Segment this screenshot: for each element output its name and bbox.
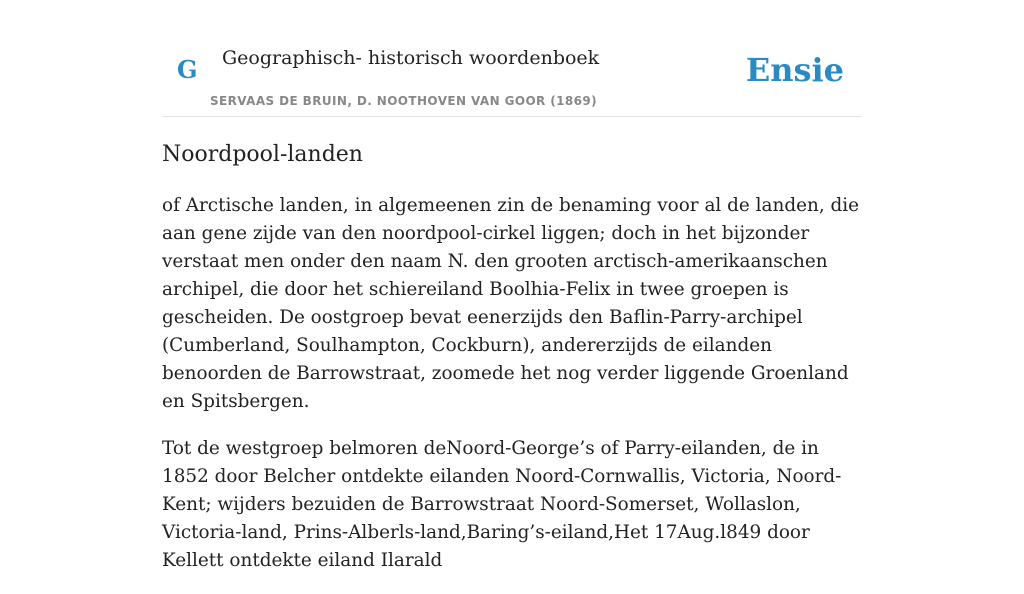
entry-title: Noordpool-landen <box>162 142 363 167</box>
site-header <box>162 0 862 117</box>
book-author: SERVAAS DE BRUIN, D. NOOTHOVEN VAN GOOR (1869) <box>210 94 598 108</box>
book-title-link[interactable]: Geographisch- historisch woordenboek <box>222 47 600 69</box>
index-letter-link[interactable]: G <box>177 55 198 84</box>
entry-paragraph: Tot de westgroep belmoren deNoord-George’s of Parry-eilanden, de in 1852 door Belcher ontdekte eilanden Noord-Cornwallis, Victoria, Noord-Kent; wijders bezuiden de Barrowstraat Noord-Somerset, Wollaslon, Victoria-land, Prins-Alberls-land,Baring’s-eiland,Het 17Aug.l849 door Kellett ontdekte eiland Ilarald <box>162 438 842 571</box>
entry-paragraph: of Arctische landen, in algemeenen zin de benaming voor al de landen, die aan gene zijde van den noordpool-cirkel liggen; doch in het bijzonder verstaat men onder den naam N. den grooten arctisch-amerikaanschen archipel, die door het schiereiland Boolhia-Felix in twee groepen is gescheiden. De oostgroep bevat eenerzijds den Baflin-Parry-archipel (Cumberland, Soulhampton, Cockburn), andererzijds de eilanden benoorden de Barrowstraat, zoomede het nog verder liggende Groenland en Spitsbergen. <box>162 195 860 412</box>
ensie-logo-link[interactable]: Ensie <box>745 51 844 89</box>
entry-content <box>162 138 862 594</box>
